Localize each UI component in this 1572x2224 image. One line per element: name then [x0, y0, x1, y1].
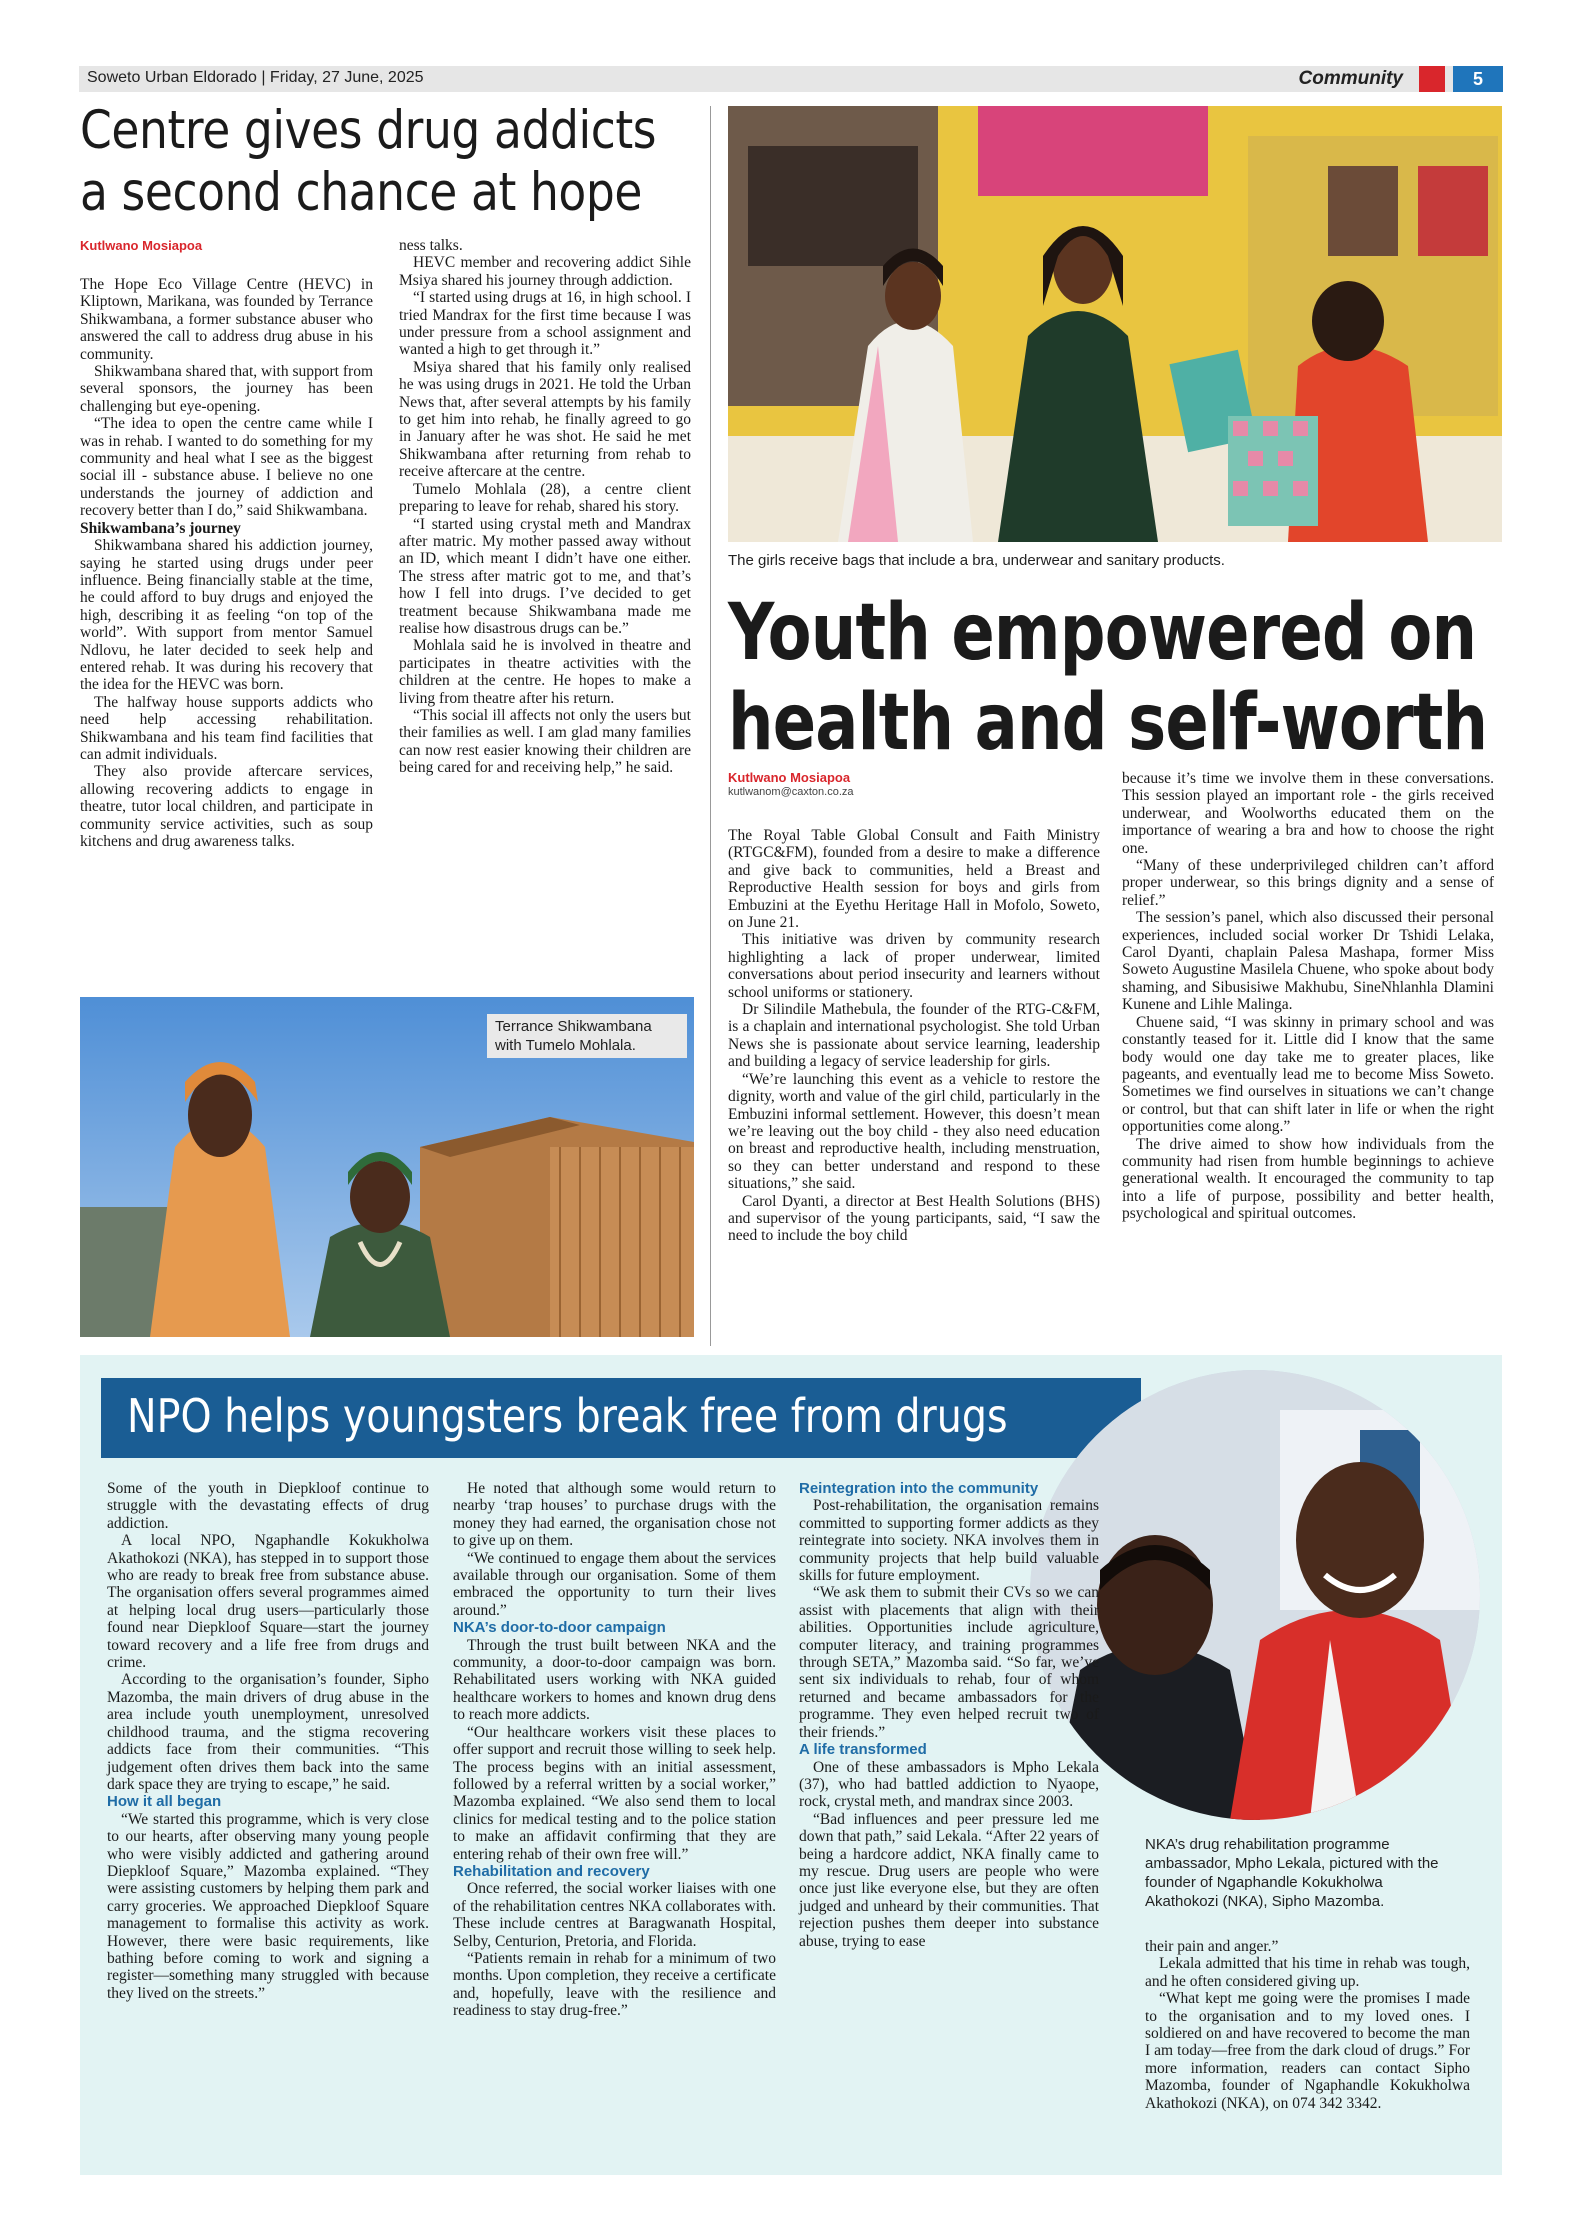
article3-banner	[101, 1378, 1141, 1458]
article2-byline: Kutlwano Mosiapoa	[728, 770, 851, 785]
paragraph: Chuene said, “I was skinny in primary school and was constantly teased for it. Little did I know that the same body would one day take me to greater places, like pageants, and eventually lead me to become Miss Soweto. Sometimes we find ourselves in situations we can’t change or control, but that can shift later in life or when the right opportunities come along.”	[1122, 1013, 1494, 1136]
paragraph: Through the trust built between NKA and the community, a door-to-door campaign was born. Rehabilitated users working with NKA guided healthcare workers to homes and known drug dens to reach more addicts.	[453, 1636, 776, 1724]
paragraph: “We started this programme, which is very close to our hearts, after observing many young people who were visibly addicted and gathering around Diepkloof Square,” Mazomba explained. “They were assisting customers by helping them park and carry groceries. We approached Diepkloof Square management to formalise this activity as work. However, there were basic requirements, like bathing before coming to work and signing a register—something many struggled with because they lived on the streets.”	[107, 1810, 429, 2002]
paragraph: The drive aimed to show how individuals from the community had risen from humble beginnings to achieve generational wealth. It encouraged the community to tap into a life of purpose, possibility and better health, psychological and spiritual outcomes.	[1122, 1135, 1494, 1223]
paragraph: This initiative was driven by community research highlighting a lack of proper underwear, limited conversations about period insecurity and learners without school uniforms or stationery.	[728, 931, 1100, 1001]
paragraph: “The idea to open the centre came while I was in rehab. I wanted to do something for my community and heal what I see as the biggest social ill - substance abuse. I believe no one understands the journey of addiction and recovery better than I do,” said Shikwambana.	[80, 415, 373, 520]
paragraph: “What kept me going were the promises I made to the organisation and to my loved ones. I soldiered on and have recovered to become the man I am today—free from the dark cloud of drugs.” For more information, readers can contact Sipho Mazomba, founder of Ngaphandle Kokukholwa Akathokozi (NKA), on 074 342 3342.	[1145, 1990, 1470, 2112]
paragraph: He noted that although some would return to nearby ‘trap houses’ to purchase drugs with the money they had earned, the organisation chose not to give up on them.	[453, 1480, 776, 1550]
paragraph: Lekala admitted that his time in rehab was tough, and he often considered giving up.	[1145, 1955, 1470, 1990]
paragraph: their pain and anger.”	[1145, 1938, 1279, 1955]
paragraph: Mohlala said he is involved in theatre and participates in theatre activities with the children at the centre. He hopes to make a living from theatre after his return.	[399, 637, 691, 707]
paragraph: “I started using crystal meth and Mandrax after matric. My mother passed away without an ID, which meant I didn’t have one either. The stress after matric got to me, and that’s how I fell into drugs. I’ve decided to get treatment because Shikwambana made me realise how disastrous drugs can be.”	[399, 515, 691, 637]
paragraph: “This social ill affects not only the users but their families as well. I am glad many families can now rest easier knowing their children are being cared for and receiving help,” he said.	[399, 706, 691, 777]
paragraph: Shikwambana shared his addiction journey, saying he started using drugs under peer influence. Being financially stable at the time, he could afford to buy drugs and enjoyed the high, describing it as feeling “on top of the world”. With support from mentor Samuel Ndlovu, he later decided to seek help and entered rehab. It was during his recovery that the idea for the HEVC was born.	[80, 537, 373, 694]
paragraph: Tumelo Mohlala (28), a centre client preparing to leave for rehab, shared his story.	[399, 480, 691, 516]
article2-photo	[728, 106, 1502, 542]
paragraph: The Royal Table Global Consult and Faith Ministry (RTGC&FM), founded from a desire to make a difference and give back to communities, held a Breast and Reproductive Health session for boys and girls from Embuzini at the Eyethu Heritage Hall in Mofolo, Soweto, on June 21.	[728, 827, 1100, 932]
article2-photo-caption: The girls receive bags that include a bra, underwear and sanitary products.	[728, 552, 1225, 569]
paragraph: “Many of these underprivileged children can’t afford proper underwear, so this brings dignity and a sense of relief.”	[1122, 857, 1494, 909]
subheading: Reintegration into the community	[799, 1480, 1039, 1497]
article3-headline: NPO helps youngsters break free from drugs	[127, 1389, 1008, 1443]
paragraph: The Hope Eco Village Centre (HEVC) in Kliptown, Marikana, was founded by Terrance Shikwambana, a former substance abuser who answered the call to address drug abuse in his community.	[80, 276, 373, 363]
paragraph: Shikwambana shared that, with support from several sponsors, the journey has been challenging but eye-opening.	[80, 363, 373, 415]
publication-info: Soweto Urban Eldorado | Friday, 27 June, 2025	[87, 69, 424, 86]
headline-line: Centre gives drug addicts	[80, 100, 657, 161]
page-number: 5	[1453, 66, 1503, 92]
article2-email: kutlwanom@caxton.co.za	[728, 786, 854, 798]
paragraph: Dr Silindile Mathebula, the founder of the RTG-C&FM, is a chaplain and international psychologist. She told Urban News she is passionate about service learning, leadership and building a legacy of service leadership for girls.	[728, 1001, 1100, 1071]
article3-col1	[107, 1480, 429, 2002]
paragraph: A local NPO, Ngaphandle Kokukholwa Akathokozi (NKA), has stepped in to support those who are ready to break free from substance abuse. The organisation offers several programmes aimed at helping local drug users—particularly those found near Diepkloof Square—start the journey toward recovery and a life free from drugs and crime.	[107, 1532, 429, 1672]
headline-line: a second chance at hope	[80, 162, 642, 223]
paragraph: “Bad influences and peer pressure led me down that path,” said Lekala. “After 22 years of being a hardcore addict, NKA finally came to my rescue. Drug users are people who were once just like everyone else, but they are often judged and unheard by their communities. That rejection pushes them deeper into substance abuse, trying to ease	[799, 1810, 1099, 1950]
column-divider	[710, 106, 711, 1346]
paragraph: “We continued to engage them about the services available through our organisation. Some of them embraced the opportunity to turn their lives around.”	[453, 1549, 776, 1619]
paragraph: “Patients remain in rehab for a minimum of two months. Upon completion, they receive a certificate and, hopefully, leave with the resilience and readiness to stay drug-free.”	[453, 1949, 776, 2020]
paragraph: The session’s panel, which also discussed their personal experiences, included social worker Dr Tshidi Lelaka, Carol Dyanti, chaplain Palesa Mashapa, former Miss Soweto Augustine Masilela Chuene, who spoke about body shaming, and Sibusisiwe Makhubu, SineNhlanhla Dlamini Kunene and Lihle Malinga.	[1122, 909, 1494, 1014]
article3-photo-caption: NKA’s drug rehabilitation programme ambassador, Mpho Lekala, pictured with the founder of Ngaphandle Kokukholwa Akathokozi (NKA), Sipho Mazomba.	[1145, 1836, 1439, 1910]
subheading: NKA’s door-to-door campaign	[453, 1619, 666, 1637]
paragraph: Once referred, the social worker liaises with one of the rehabilitation centres NKA collaborates with. These include centres at Baragwanath Hospital, Selby, Centurion, Pretoria, and Florida.	[453, 1880, 776, 1950]
subheading: Shikwambana’s journey	[80, 519, 241, 537]
section-label: Community	[1298, 68, 1403, 89]
headline-line: Youth empowered on	[728, 588, 1477, 678]
paragraph: One of these ambassadors is Mpho Lekala (37), who had battled addiction to Nyaope, rock, crystal meth, and mandrax since 2003.	[799, 1758, 1099, 1811]
article2-headline	[728, 588, 1491, 768]
paragraph: because it’s time we involve them in these conversations. This session played an important role - the girls received underwear, and Woolworths educated them on the importance of wearing a bra and how to choose the right one.	[1122, 770, 1494, 857]
article1-col2	[399, 237, 691, 777]
subheading: Rehabilitation and recovery	[453, 1862, 650, 1880]
paragraph: Msiya shared that his family only realised he was using drugs in 2021. He told the Urban News that, after several attempts by his family to get him into rehab, he finally agreed to go in January after he was shot. He said he met Shikwambana after returning from rehab to receive aftercare at the centre.	[399, 358, 691, 481]
photo-caption: Terrance Shikwambana with Tumelo Mohlala.	[487, 1014, 687, 1058]
photo-event-image	[728, 106, 1502, 542]
article3-col2	[453, 1480, 776, 2020]
subheading: How it all began	[107, 1793, 222, 1811]
article3-col4	[1145, 1938, 1470, 2112]
paragraph: HEVC member and recovering addict Sihle Msiya shared his journey through addiction.	[399, 254, 691, 289]
paragraph: Some of the youth in Diepkloof continue to struggle with the devastating effects of drug addiction.	[107, 1480, 429, 1532]
paragraph: Carol Dyanti, a director at Best Health Solutions (BHS) and supervisor of the young participants, said, “I saw the need to include the boy child	[728, 1192, 1100, 1245]
paragraph: “I started using drugs at 16, in high school. I tried Mandrax for the first time because I was under pressure from a school assignment and wanted a high to get through it.”	[399, 289, 691, 359]
paragraph: ness talks.	[399, 237, 463, 254]
article2-col1	[728, 827, 1100, 1245]
article1-byline: Kutlwano Mosiapoa	[80, 238, 203, 253]
article1-headline	[80, 100, 699, 224]
paragraph: The halfway house supports addicts who need help accessing rehabilitation. Shikwambana and his team find facilities that can admit individuals.	[80, 693, 373, 763]
paragraph: They also provide aftercare services, allowing recovering addicts to engage in theatre, tutor local children, and participate in community service activities, such as soup kitchens and drug awareness talks.	[80, 763, 373, 850]
paragraph: “We ask them to submit their CVs so we can assist with placements that align with their abilities. Opportunities include agriculture, computer literacy, and training programmes through SETA,” Mazomba said. “So far, we’ve sent six individuals to rehab, four of whom returned and became ambassadors for the programme. They even helped recruit two of their friends.”	[799, 1584, 1099, 1741]
article3-col3	[799, 1480, 1099, 1950]
article2-col2	[1122, 770, 1494, 1223]
headline-line: health and self-worth	[728, 678, 1488, 768]
paragraph: Post-rehabilitation, the organisation remains committed to supporting former addicts as they reintegrate into society. NKA involves them in community projects that help build valuable skills for future employment.	[799, 1497, 1099, 1585]
paragraph: “We’re launching this event as a vehicle to restore the dignity, worth and value of the girl child, particularly in the Embuzini informal settlement. However, this doesn’t mean we’re leaving out the boy child - they also need education on breast and reproductive health, including menstruation, so they can better understand and respond to these situations,” she said.	[728, 1070, 1100, 1193]
paragraph: According to the organisation’s founder, Sipho Mazomba, the main drivers of drug abuse in the area include youth unemployment, unresolved childhood trauma, and the stigma recovering addicts face from their communities. “This judgement often drives them back into the same dark space they are trying to escape,” he said.	[107, 1671, 429, 1793]
subheading: A life transformed	[799, 1741, 927, 1759]
paragraph: “Our healthcare workers visit these places to offer support and recruit those willing to seek help. The process begins with an initial assessment, followed by a referral written by a social worker,” Mazomba explained. “We also send them to local clinics for medical testing and to the police station to make an affidavit confirming that they are entering rehab of their own free will.”	[453, 1723, 776, 1863]
article1-photo	[80, 997, 694, 1337]
article1-col1	[80, 276, 373, 850]
page-header	[79, 66, 1503, 92]
section-marker	[1419, 66, 1445, 92]
